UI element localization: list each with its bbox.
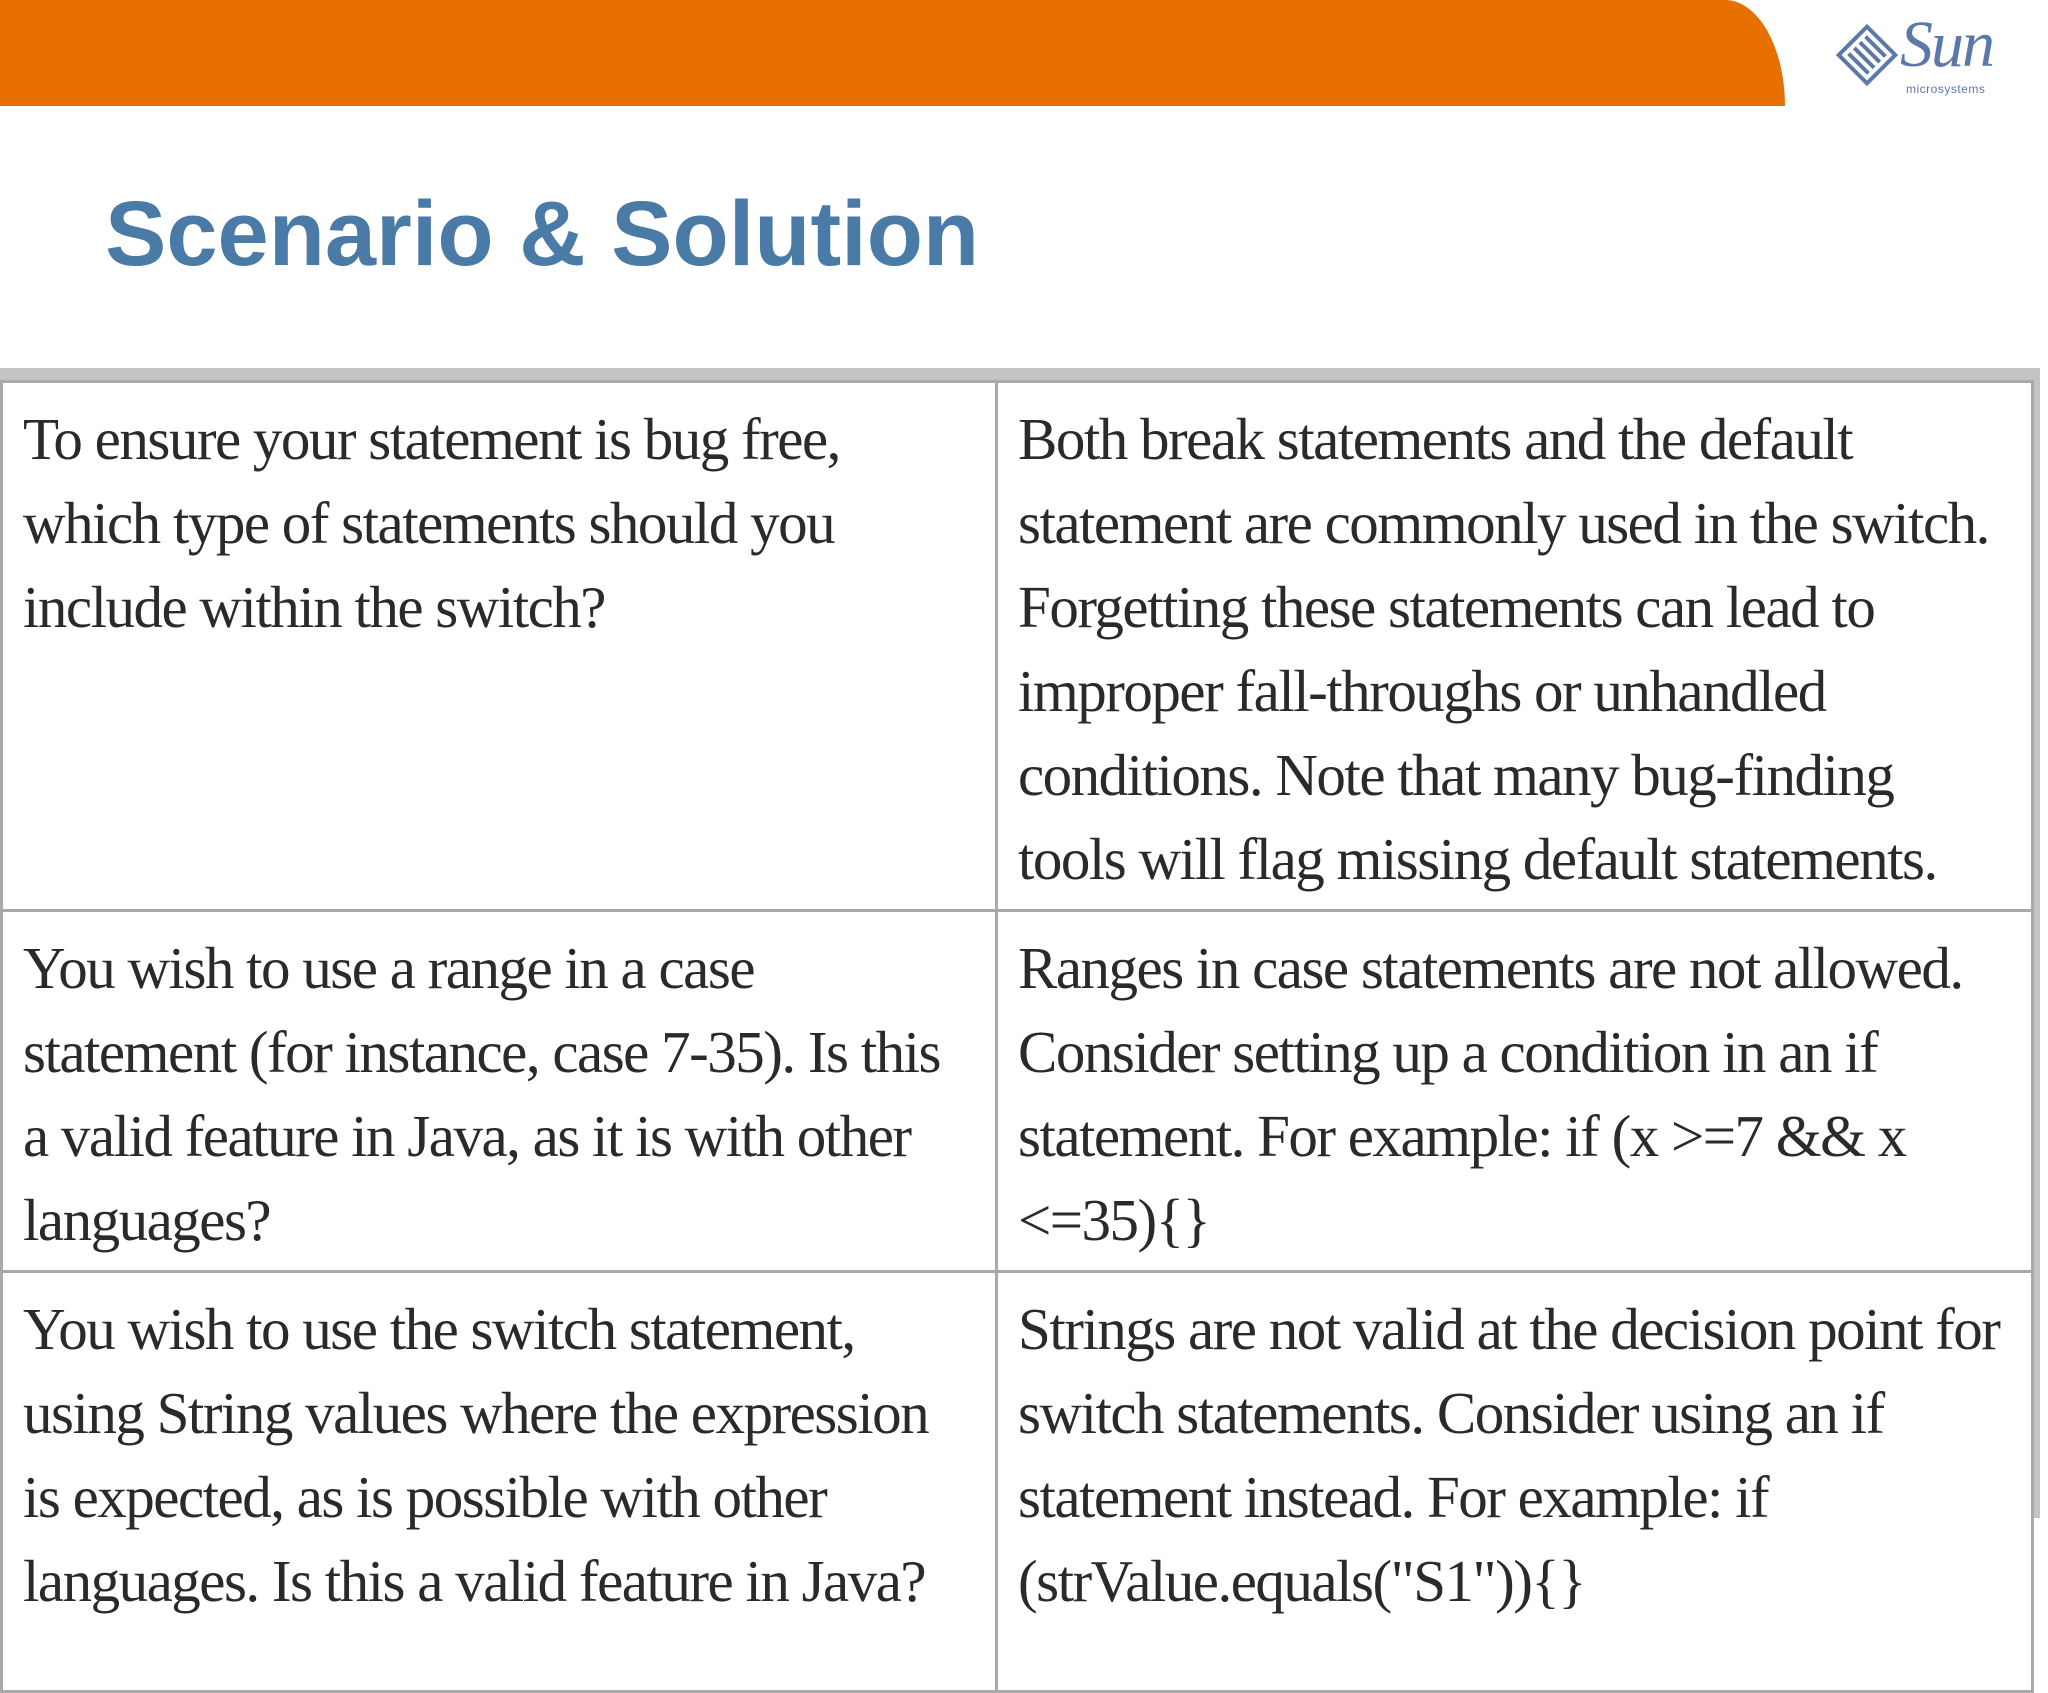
slide-title: Scenario & Solution bbox=[105, 183, 980, 285]
table-row bbox=[2, 382, 2033, 911]
scenario-table-frame bbox=[0, 368, 2040, 1614]
header-accent-bar bbox=[0, 0, 1785, 106]
scenario-solution-table bbox=[0, 380, 2034, 1693]
table-row bbox=[2, 911, 2033, 1272]
logo-subtext: microsystems bbox=[1906, 82, 1986, 96]
header-band bbox=[0, 0, 2048, 108]
solution-cell: Strings are not valid at the decision point for switch statements. Consider using an if statement instead. For example: if (strValue.equals("S1")){} bbox=[997, 1272, 2033, 1692]
scenario-cell: You wish to use the switch statement, using String values where the expression is expected, as is possible with other languages. Is this a valid feature in Java? bbox=[2, 1272, 997, 1692]
solution-cell: Both break statements and the default statement are commonly used in the switch. Forgetting these statements can lead to improper fall-throughs or unhandled conditions. Note that many bug-finding tools will flag missing default statements. bbox=[997, 382, 2033, 911]
solution-cell: Ranges in case statements are not allowed. Consider setting up a condition in an if statement. For example: if (x >=7 && x <=35){} bbox=[997, 911, 2033, 1272]
scenario-cell: To ensure your statement is bug free, which type of statements should you include within the switch? bbox=[2, 382, 997, 911]
logo-wordmark: Sun bbox=[1900, 8, 1993, 81]
table-row bbox=[2, 1272, 2033, 1692]
sun-logo bbox=[1836, 8, 2006, 108]
scenario-cell: You wish to use a range in a case statement (for instance, case 7-35). Is this a valid feature in Java, as it is with other languages? bbox=[2, 911, 997, 1272]
sun-logo-icon bbox=[1836, 24, 1898, 86]
